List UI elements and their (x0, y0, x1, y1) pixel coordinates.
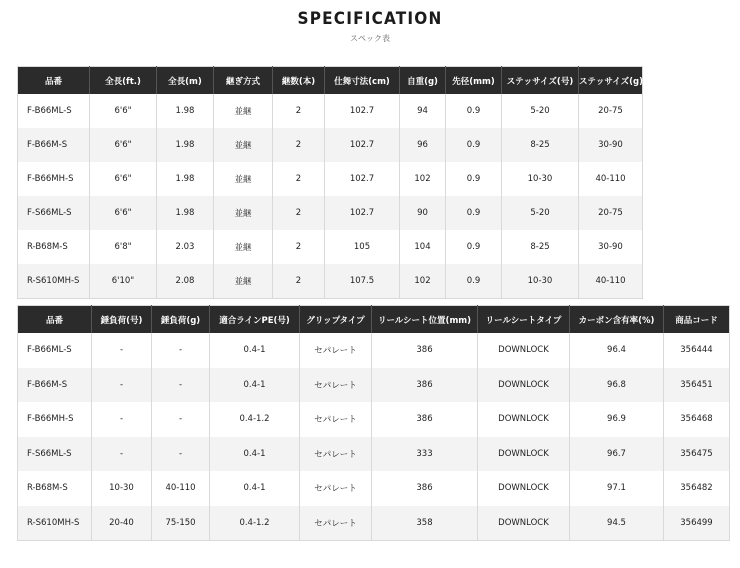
header-cell: 錘負荷(g) (152, 306, 210, 334)
table-cell: 97.1 (570, 471, 664, 506)
table-cell: 0.4-1 (210, 368, 300, 403)
table-row (18, 94, 643, 128)
table-cell: 30-90 (598, 242, 623, 252)
model-cell: F-B66ML-S (18, 333, 92, 368)
table-cell: 356499 (664, 506, 730, 541)
table-cell: 105 (325, 230, 400, 264)
header-cell: 品番 (18, 306, 92, 334)
table-cell: 0.9 (446, 128, 502, 162)
table-row (18, 162, 643, 196)
table-cell: - (92, 437, 152, 472)
table-cell: 6'10" (90, 264, 157, 299)
table-cell: 0.4-1 (210, 471, 300, 506)
table-cell: 0.9 (446, 94, 502, 128)
table-cell: 0.4-1.2 (210, 506, 300, 541)
table-cell: DOWNLOCK (478, 368, 570, 403)
table-cell: DOWNLOCK (478, 437, 570, 472)
table-row (18, 506, 730, 541)
table-cell: 並継 (214, 94, 273, 128)
model-cell: R-B68M-S (18, 471, 92, 506)
table-cell: - (152, 333, 210, 368)
table-cell: 102 (400, 264, 446, 299)
model-cell: F-B66M-S (18, 128, 90, 162)
table-cell: 並継 (214, 264, 273, 299)
table-header-row (18, 306, 730, 334)
table-cell: - (152, 402, 210, 437)
table-cell: DOWNLOCK (478, 471, 570, 506)
header-cell: 商品コード (664, 306, 730, 334)
header-cell: 品番 (18, 67, 90, 95)
table-cell: 2 (273, 94, 325, 128)
page-title: SPECIFICATION (297, 9, 443, 29)
table-cell: 107.5 (325, 264, 400, 299)
table-cell: 1.98 (157, 94, 214, 128)
model-cell: R-B68M-S (18, 230, 90, 264)
table-header-row (18, 67, 643, 95)
table-cell: DOWNLOCK (478, 402, 570, 437)
table-cell: 96 (400, 128, 446, 162)
table-cell: 94.5 (570, 506, 664, 541)
table-cell: 2.03 (157, 230, 214, 264)
spec-table-1 (17, 66, 643, 299)
table-cell: 1.98 (157, 196, 214, 230)
model-cell: R-S610MH-S (18, 506, 92, 541)
table-cell: 386 (372, 368, 478, 403)
table-cell: 90 (400, 196, 446, 230)
table-row (18, 128, 643, 162)
table-cell: 10-30 (502, 162, 579, 196)
model-cell: R-S610MH-S (18, 264, 90, 299)
table-cell: 6'6" (90, 128, 157, 162)
table-cell: 1.98 (157, 128, 214, 162)
table-cell: 20-75 (579, 196, 643, 230)
header-cell: グリップタイプ (300, 306, 372, 334)
table-cell: 356482 (680, 483, 713, 494)
table-cell: 356444 (680, 345, 713, 356)
table-cell: 386 (372, 471, 478, 506)
table-cell: 40-110 (152, 471, 210, 506)
table-cell: 2 (273, 264, 325, 299)
table-cell: - (152, 437, 210, 472)
table-cell: 102.7 (325, 128, 400, 162)
header-cell: 継ぎ方式 (214, 67, 273, 95)
header-cell: 自重(g) (400, 67, 446, 95)
table-cell: 96.7 (570, 437, 664, 472)
table-cell: 並継 (214, 230, 273, 264)
table-cell: セパレート (300, 506, 372, 541)
table-row (18, 437, 730, 472)
table-cell: 20-75 (598, 106, 623, 116)
table-cell: 0.9 (446, 230, 502, 264)
table-cell: セパレート (300, 471, 372, 506)
model-cell: F-S66ML-S (18, 196, 90, 230)
table-cell: 94 (400, 94, 446, 128)
table-cell: 75-150 (152, 506, 210, 541)
model-cell: F-S66ML-S (18, 437, 92, 472)
table-cell: - (92, 402, 152, 437)
table-cell: 386 (372, 333, 478, 368)
table-cell: 102.7 (325, 196, 400, 230)
table-cell: 102.7 (325, 162, 400, 196)
model-cell: F-B66M-S (18, 368, 92, 403)
table-cell: 並継 (214, 128, 273, 162)
header-cell: ステッサイズ(号) (502, 67, 579, 95)
model-cell: F-B66MH-S (18, 162, 90, 196)
table-cell: セパレート (300, 333, 372, 368)
table-cell: 並継 (214, 162, 273, 196)
table-row (18, 230, 643, 264)
table-cell: 102.7 (325, 94, 400, 128)
table-cell: 356468 (680, 414, 713, 425)
table-cell: 0.9 (446, 196, 502, 230)
table-cell: 6'6" (90, 196, 157, 230)
table-cell: 6'8" (90, 230, 157, 264)
header-cell: リールシート位置(mm) (372, 306, 478, 334)
table-cell: 2 (273, 162, 325, 196)
table-cell: 5-20 (502, 94, 579, 128)
table-cell: 0.4-1 (210, 333, 300, 368)
table-cell: 40-110 (579, 264, 643, 299)
table-cell: 96.4 (570, 333, 664, 368)
table-cell: 358 (372, 506, 478, 541)
table-cell: 96.9 (570, 402, 664, 437)
table-cell: 0.4-1 (210, 437, 300, 472)
table-cell: 2 (273, 230, 325, 264)
header-cell: 仕舞寸法(cm) (325, 67, 400, 95)
table-row (18, 264, 643, 299)
table-cell: 2 (273, 128, 325, 162)
header-cell: カーボン含有率(%) (570, 306, 664, 334)
table-cell: 333 (372, 437, 478, 472)
table-cell: 2.08 (157, 264, 214, 299)
header-cell: 全長(m) (157, 67, 214, 95)
table-cell: 並継 (214, 196, 273, 230)
model-cell: F-B66ML-S (18, 94, 90, 128)
table-cell: - (92, 333, 152, 368)
header-cell: リールシートタイプ (478, 306, 570, 334)
header-cell: 全長(ft.) (90, 67, 157, 95)
table-cell: 0.9 (446, 264, 502, 299)
header-cell: ステッサイズ(g) (579, 67, 643, 95)
table-row (18, 402, 730, 437)
table-cell: 0.9 (446, 162, 502, 196)
table-row (18, 196, 643, 230)
table-cell: 96.8 (570, 368, 664, 403)
page-subtitle: スペック表 (350, 34, 390, 43)
table-cell: 356451 (664, 368, 730, 403)
table-cell: セパレート (300, 437, 372, 472)
table-cell: 0.4-1.2 (210, 402, 300, 437)
table-cell: 10-30 (502, 264, 579, 299)
header-cell: 適合ラインPE(号) (210, 306, 300, 334)
header-cell: 先径(mm) (446, 67, 502, 95)
table-cell: 1.98 (157, 162, 214, 196)
table-row (18, 471, 730, 506)
table-cell: セパレート (300, 368, 372, 403)
table-cell: 386 (372, 402, 478, 437)
table-cell: 5-20 (502, 196, 579, 230)
table-cell: 8-25 (502, 230, 579, 264)
table-cell: 356475 (664, 437, 730, 472)
table-cell: 30-90 (579, 128, 643, 162)
table-cell: 2 (273, 196, 325, 230)
spec-table-2 (17, 305, 730, 541)
table-row (18, 368, 730, 403)
model-cell: F-B66MH-S (18, 402, 92, 437)
table-cell: 20-40 (92, 506, 152, 541)
table-cell: 6'6" (90, 162, 157, 196)
table-cell: セパレート (300, 402, 372, 437)
table-cell: 40-110 (595, 174, 626, 184)
table-cell: DOWNLOCK (478, 333, 570, 368)
table-cell: 102 (400, 162, 446, 196)
header-cell: 継数(本) (273, 67, 325, 95)
table-cell: 104 (400, 230, 446, 264)
table-cell: - (152, 368, 210, 403)
table-cell: 10-30 (92, 471, 152, 506)
table-cell: DOWNLOCK (478, 506, 570, 541)
table-row (18, 333, 730, 368)
header-cell: 錘負荷(号) (92, 306, 152, 334)
table-cell: 8-25 (502, 128, 579, 162)
table-cell: 6'6" (90, 94, 157, 128)
table-cell: - (92, 368, 152, 403)
